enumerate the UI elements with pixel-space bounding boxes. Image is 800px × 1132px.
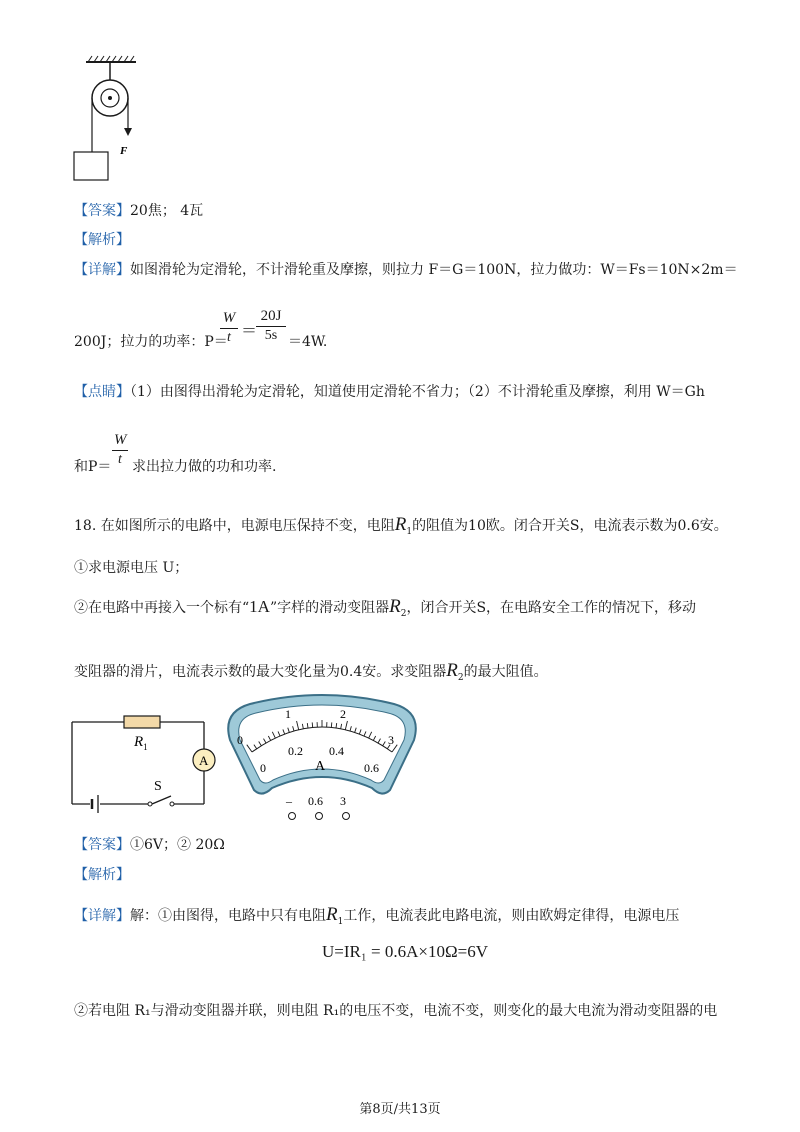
q18-stem: 18. 在如图所示的电路中，电源电压保持不变，电阻$R_1$的阻值为10欧。闭合开关S，电流表示数为0.6安。 xyxy=(74,514,728,537)
force-label: F xyxy=(120,145,128,157)
q18-part1: ①求电源电压 U； xyxy=(74,560,189,576)
terminal-0.6-post xyxy=(316,813,323,820)
answer-tag: 【答案】 xyxy=(74,837,130,853)
switch-blade xyxy=(152,796,171,804)
pulley-figure xyxy=(70,56,150,186)
meter-upper-tick-2: 2 xyxy=(340,707,346,721)
detail-tag: 【详解】 xyxy=(74,262,130,278)
q18-analysis-tag: 【解析】 xyxy=(74,867,130,883)
meter-upper-tick-1: 1 xyxy=(285,707,291,721)
resistor-r1 xyxy=(124,716,160,728)
power-fraction-symbolic: W t xyxy=(220,310,238,346)
q17-analysis-tag: 【解析】 xyxy=(74,232,130,248)
meter-lower-tick-1: 0.2 xyxy=(288,744,303,758)
terminal-minus-post xyxy=(289,813,296,820)
svg-text:A: A xyxy=(199,753,209,768)
q18-detail-line3: ②若电阻 R₁与滑动变阻器并联，则电阻 R₁的电压不变，电流不变，则变化的最大电流为滑动变阻器的电 xyxy=(74,1003,718,1019)
power-fraction-numeric: 20J 5s xyxy=(256,308,286,344)
q18-part2-line1: ②在电路中再接入一个标有“1A”字样的滑动变阻器$R_2$，闭合开关S，在电路安全工作的情况下，移动 xyxy=(74,596,697,619)
meter-lower-tick-2: 0.4 xyxy=(329,744,344,758)
comment-fraction: W t xyxy=(114,432,127,467)
switch-label: S xyxy=(154,779,162,794)
q17-comment-line2-prefix: 和P＝ xyxy=(74,459,112,475)
q17-answer xyxy=(74,200,203,220)
power-result: ＝4W. xyxy=(288,334,328,350)
q18-detail-line1: 【详解】解：①由图得，电路中只有电阻$R_1$工作，电流表此电路电流，则由欧姆定律得，电源电压 xyxy=(74,904,680,927)
page-number: 第8页/共13页 xyxy=(359,1102,441,1117)
answer-text: 20焦； 4瓦 xyxy=(130,203,204,219)
circuit-diagram xyxy=(70,712,220,812)
meter-upper-tick-0: 0 xyxy=(237,733,243,747)
terminal-3: 3 xyxy=(340,794,346,808)
q18-answer xyxy=(74,834,225,854)
q17-comment-line2-suffix: 求出拉力做的功和功率. xyxy=(132,459,277,475)
detail-tag: 【详解】 xyxy=(74,908,130,924)
terminal-0.6: 0.6 xyxy=(308,794,323,808)
ammeter-dial xyxy=(222,692,422,822)
q18-part2-line2: 变阻器的滑片，电流表示数的最大变化量为0.4安。求变阻器$R_2$的最大阻值。 xyxy=(74,660,548,683)
terminal-minus: – xyxy=(286,794,292,808)
comment-tag: 【点睛】 xyxy=(74,384,130,400)
q17-detail-line1: 【详解】如图滑轮为定滑轮，不计滑轮重及摩擦，则拉力 F＝G＝100N，拉力做功：W＝Fs＝10N×2m＝ xyxy=(74,262,738,278)
answer-tag: 【答案】 xyxy=(74,203,130,219)
meter-upper-tick-3: 3 xyxy=(388,733,394,747)
meter-lower-tick-0: 0 xyxy=(260,761,266,775)
meter-unit: A xyxy=(315,759,326,774)
q17-detail-line2-prefix: 200J；拉力的功率：P＝ xyxy=(74,334,228,350)
answer-text: ①6V；② 20Ω xyxy=(130,837,225,853)
r1-label: $R_1$ xyxy=(134,734,148,752)
ohm-equation: U=IR₁ = 0.6A×10Ω=6V xyxy=(322,942,488,961)
terminal-3-post xyxy=(343,813,350,820)
meter-lower-tick-3: 0.6 xyxy=(364,761,379,775)
q17-comment-line1: 【点睛】（1）由图得出滑轮为定滑轮，知道使用定滑轮不省力；（2）不计滑轮重及摩擦，利用 W＝Gh xyxy=(74,384,705,400)
